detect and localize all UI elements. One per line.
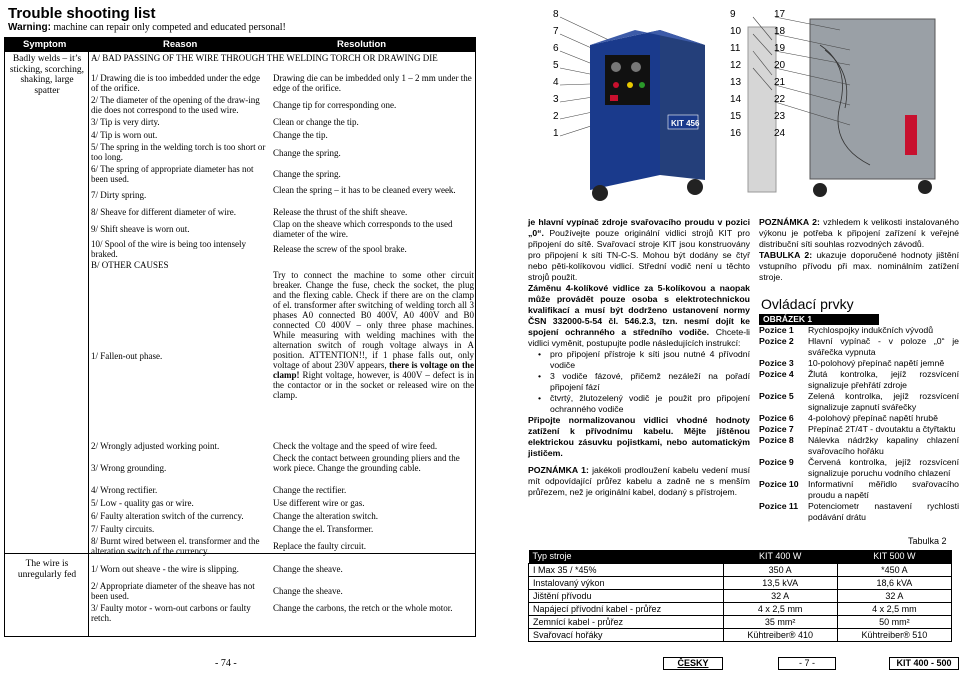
text-column-1 — [528, 217, 750, 498]
position-text: Hlavní vypínač - v poloze „0“ je svářečka vypnuta — [808, 336, 959, 357]
reason-a5: 5/ The spring in the welding torch is too short or too long. — [91, 142, 266, 162]
callout-20: 20 — [774, 60, 786, 71]
callout-21: 21 — [774, 77, 786, 88]
position-label: Pozice 2 — [759, 336, 794, 346]
resolution-b1-pre: Try to connect the machine to some other circuit breaker. Change the fuse, check the socket, the plug and the flexing cable. Check if there are on the clamp of el. transformer after switching of welding torch all 3 phases A0 connected B0 400V, A0 400V and B0 connected C0 400V – only three phase machines. While measuring with welding machines with the alternation switch of rough voltage always in A position. ATTENTION!!, if 1 phase falls out, only voltage of about 230V appears, — [273, 270, 474, 370]
red-light — [613, 82, 619, 88]
wheel-1 — [592, 185, 608, 201]
wheel-2 — [687, 179, 703, 195]
yellow-light — [627, 82, 633, 88]
callout-14: 14 — [730, 94, 742, 105]
footer-language: ČESKY — [663, 657, 723, 670]
table-cell: 4 x 2,5 mm — [723, 602, 837, 615]
list-item — [759, 457, 959, 479]
cause-header-b: B/ OTHER CAUSES — [91, 260, 169, 270]
list-item — [759, 479, 959, 501]
paragraph-note-2 — [759, 217, 959, 250]
rear-cabinet-1 — [748, 27, 776, 192]
callout-11: 11 — [730, 43, 741, 54]
table-cell: 35 mm² — [723, 615, 837, 628]
note-1-text: jakékoli prodloužení kabelu vedení musí mít odpovídající průřez kabelu a zadně ne s menším průřezem, než je originální kabel, dodaný s přístrojem. — [528, 465, 751, 497]
position-text: Červená kontrolka, jejíž rozsvícení signalizuje poruchu vodního chlazení — [808, 457, 959, 478]
table-row — [529, 563, 952, 576]
list-item — [759, 336, 959, 358]
spec-header-row — [529, 550, 952, 563]
paragraph-plug-change — [528, 283, 750, 349]
position-text: Přepínač 2T/4T - dvoutaktu a čtyřtaktu — [808, 424, 956, 434]
reason-a2: 2/ The diameter of the opening of the draw-ing die does not correspond to the used wire. — [91, 95, 260, 115]
position-label: Pozice 4 — [759, 369, 794, 379]
reason-c3: 3/ Faulty motor - worn-out carbons or faulty retch. — [91, 603, 251, 623]
footer-model: KIT 400 - 500 — [889, 657, 959, 670]
table-row — [529, 628, 952, 641]
reason-a1: 1/ Drawing die is too imbedded under the edge of the orifice. — [91, 73, 260, 93]
table-row — [529, 576, 952, 589]
resolution-b4: Change the rectifier. — [273, 485, 347, 495]
list-item: • pro připojení přístroje k síti jsou nutné 4 přívodní vodiče — [540, 349, 750, 371]
callout-13: 13 — [730, 77, 742, 88]
list-item — [759, 325, 959, 336]
right-page — [480, 0, 960, 675]
header-reason: Reason — [163, 39, 198, 50]
paragraph-connect: Připojte normalizovanou vidlici vhodné hodnoty zatížení k přívodnímu kabelu. Mějte jíštěnou elektrickou zásuvku pojistkami, nebo automatickým jističem. — [528, 415, 750, 458]
callout-23: 23 — [774, 111, 786, 122]
list-item: • čtvrtý, žlutozelený vodič je použit pro připojení ochranného vodiče — [540, 393, 750, 415]
header-symptom: Symptom — [23, 39, 67, 50]
green-light — [639, 82, 645, 88]
plug-change-text: Chcete-li vidlici vyměnit, postupujte podle následujících instrukcí: — [528, 327, 750, 348]
reason-b8: 8/ Burnt wired between el. transformer and the alteration switch of the currency. — [91, 536, 260, 556]
callout-22: 22 — [774, 94, 786, 105]
bullet-list — [540, 349, 750, 415]
table-2-text: ukazuje doporučené hodnoty jištění vstupního přívodu při max. nominálním zatížení stroje. — [759, 250, 959, 282]
callout-24: 24 — [774, 128, 786, 139]
header-resolution: Resolution — [337, 39, 387, 50]
resolution-a9: Clap on the sheave which corresponds to the used diameter of the wire. — [273, 219, 453, 239]
table-cell: 32 A — [723, 589, 837, 602]
position-text: Žlutá kontrolka, jejíž rozsvícení signalizuje přehřátí zdroje — [808, 369, 959, 390]
table-cell: 32 A — [837, 589, 951, 602]
column-divider — [88, 52, 89, 636]
table-cell: I Max 35 / *45% — [529, 563, 724, 576]
footer-page-number: - 7 - — [778, 657, 836, 670]
warning-label: Warning: — [8, 22, 51, 33]
position-text: Rychlospojky indukčních vývodů — [808, 325, 934, 335]
reason-c1: 1/ Worn out sheave - the wire is slipping. — [91, 564, 239, 574]
knob-2 — [631, 62, 641, 72]
callout-8: 8 — [553, 9, 559, 20]
list-item — [759, 369, 959, 391]
connector — [610, 95, 618, 101]
gas-bottle — [905, 115, 917, 155]
position-label: Pozice 6 — [759, 413, 794, 423]
callout-16: 16 — [730, 128, 742, 139]
table-cell: 13,5 kVA — [723, 576, 837, 589]
resolution-a1: Drawing die can be imbedded only 1 – 2 mm under the edge of the orifice. — [273, 73, 472, 93]
list-item: • 3 vodiče fázové, přičemž nezáleží na pořadí připojení fází — [540, 371, 750, 393]
position-label: Pozice 5 — [759, 391, 794, 401]
table-row — [529, 602, 952, 615]
spec-header: Typ stroje — [529, 550, 724, 563]
table-cell: Jištění přívodu — [529, 589, 724, 602]
table-cell: 4 x 2,5 mm — [837, 602, 951, 615]
resolution-b6: Change the alteration switch. — [273, 511, 378, 521]
main-switch-text: Používejte pouze originální vidlici strojů KIT pro připojení do sítě. Svařovací stroje KIT jsou konstruovány pro připojení k síti TN-C-S. Mohou být dodány se čtyř nebo pěti-kolíkovou vidlicí. Střední vodič není u těchto strojů použit. — [528, 228, 750, 282]
resolution-a10: Release the screw of the spool brake. — [273, 244, 407, 254]
position-text: Nálevka nádržky kapaliny chlazení svařovacího hořáku — [808, 435, 959, 456]
symptom-irregular-feed: The wire is unregularly fed — [17, 559, 77, 580]
warning-text: machine can repair only competed and educated personal! — [50, 22, 286, 33]
resolution-a7: Clean the spring – it has to be cleaned every week. — [273, 185, 456, 195]
reason-b1: 1/ Fallen-out phase. — [91, 351, 163, 361]
wheel-4 — [918, 180, 932, 194]
resolution-b5: Use different wire or gas. — [273, 498, 365, 508]
table-cell: Svařovací hořáky — [529, 628, 724, 641]
list-item — [759, 358, 959, 369]
callout-1: 1 — [553, 128, 559, 139]
resolution-b8: Replace the faulty circuit. — [273, 541, 366, 551]
callout-18: 18 — [774, 26, 786, 37]
resolution-c3: Change the carbons, the retch or the whole motor. — [273, 603, 453, 613]
resolution-a4: Change the tip. — [273, 130, 328, 140]
spec-table — [528, 550, 952, 642]
position-label: Pozice 1 — [759, 325, 794, 335]
machine-side — [660, 30, 705, 180]
position-label: Pozice 8 — [759, 435, 794, 445]
table-cell: Kühtreiber® 510 — [837, 628, 951, 641]
callout-17: 17 — [774, 9, 786, 20]
footer — [663, 657, 959, 670]
table-cell: Instalovaný výkon — [529, 576, 724, 589]
position-text: Informativní měřidlo svařovacího proudu a napětí — [808, 479, 959, 500]
image-bar: OBRÁZEK 1 — [759, 314, 879, 325]
doc-warning — [8, 22, 286, 33]
position-text: Zelená kontrolka, jejíž rozsvícení signalizuje zapnutí svářečky — [808, 391, 959, 412]
reason-a9: 9/ Shift sheave is worn out. — [91, 224, 190, 234]
table-cell: Napájecí přívodní kabel - průřez — [529, 602, 724, 615]
table-2-label: TABULKA 2: — [759, 250, 813, 260]
cause-header-a: A/ BAD PASSING OF THE WIRE THROUGH THE WELDING TORCH OR DRAWING DIE — [91, 53, 438, 63]
resolution-a8: Release the thrust of the shift sheave. — [273, 207, 408, 217]
note-2-label: POZNÁMKA 2: — [759, 217, 820, 227]
reason-b2: 2/ Wrongly adjusted working point. — [91, 441, 220, 451]
troubleshooting-table — [4, 37, 476, 637]
resolution-a2: Change tip for corresponding one. — [273, 100, 397, 110]
page-number-left: - 74 - — [215, 658, 237, 669]
reason-b5: 5/ Low - quality gas or wire. — [91, 498, 194, 508]
list-item — [759, 501, 959, 523]
callout-19: 19 — [774, 43, 786, 54]
resolution-c2: Change the sheave. — [273, 586, 343, 596]
callout-4: 4 — [553, 77, 559, 88]
list-item — [759, 413, 959, 424]
resolution-a5: Change the spring. — [273, 148, 341, 158]
paragraph-note-1 — [528, 465, 750, 498]
table-row — [529, 589, 952, 602]
table-header — [5, 38, 475, 52]
list-item — [759, 435, 959, 457]
resolution-b2: Check the voltage and the speed of wire feed. — [273, 441, 438, 451]
reason-a8: 8/ Sheave for different diameter of wire. — [91, 207, 237, 217]
callout-6: 6 — [553, 43, 559, 54]
doc-title: Trouble shooting list — [8, 5, 156, 22]
position-text: Potenciometr nastavení rychlosti podávání drátu — [808, 501, 959, 522]
reason-b4: 4/ Wrong rectifier. — [91, 485, 158, 495]
reason-c2: 2/ Appropriate diameter of the sheave has not been used. — [91, 581, 255, 601]
reason-b3: 3/ Wrong grounding. — [91, 463, 167, 473]
machine-front — [590, 30, 660, 190]
spec-header: KIT 400 W — [723, 550, 837, 563]
resolution-b1-post: Right voltage, however, is 400V – defect is in the contactor or in the socket or released wire on the clamp. — [273, 370, 474, 400]
table-label: Tabulka 2 — [908, 536, 947, 546]
table-cell: 350 A — [723, 563, 837, 576]
list-item — [759, 391, 959, 413]
machine-label: KIT 456 — [671, 119, 700, 128]
table-cell: Kühtreiber® 410 — [723, 628, 837, 641]
position-label: Pozice 7 — [759, 424, 794, 434]
resolution-b3: Check the contact between grounding pliers and the work piece. Change the grounding cable. — [273, 453, 460, 473]
main-switch-bold: je hlavní vypínač zdroje svařovacího proudu v pozici „0“. — [528, 217, 750, 238]
reason-a7: 7/ Dirty spring. — [91, 190, 147, 200]
callout-7: 7 — [553, 26, 559, 37]
paragraph-table-2 — [759, 250, 959, 283]
resolution-b7: Change the el. Transformer. — [273, 524, 374, 534]
symptom-bad-welds: Badly welds – it’s sticking, scorching, shaking, large spatter — [9, 54, 85, 96]
reason-a6: 6/ The spring of appropriate diameter has not been used. — [91, 164, 254, 184]
wheel-3 — [813, 183, 827, 197]
knob-1 — [611, 62, 621, 72]
position-label: Pozice 11 — [759, 501, 799, 511]
text-column-2 — [759, 217, 959, 283]
resolution-a3: Clean or change the tip. — [273, 117, 359, 127]
resolution-b1 — [273, 270, 474, 400]
resolution-b1-bold: there is voltage on the clamp! — [273, 360, 474, 380]
callout-9: 9 — [730, 9, 736, 20]
paragraph-main-switch — [528, 217, 750, 283]
callout-2: 2 — [553, 111, 559, 122]
reason-b6: 6/ Faulty alteration switch of the currency. — [91, 511, 244, 521]
table-cell: 18,6 kVA — [837, 576, 951, 589]
callout-12: 12 — [730, 60, 742, 71]
callout-15: 15 — [730, 111, 742, 122]
resolution-a6: Change the spring. — [273, 169, 341, 179]
table-cell: Zemnící kabel - průřez — [529, 615, 724, 628]
position-label: Pozice 10 — [759, 479, 799, 489]
reason-a3: 3/ Tip is very dirty. — [91, 117, 160, 127]
spec-header: KIT 500 W — [837, 550, 951, 563]
callout-3: 3 — [553, 94, 559, 105]
table-cell: 50 mm² — [837, 615, 951, 628]
position-label: Pozice 9 — [759, 457, 794, 467]
reason-a10: 10/ Spool of the wire is being too intensely braked. — [91, 239, 246, 259]
position-text: 4-polohový přepínač napětí hrubě — [808, 413, 938, 423]
section-title: Ovládací prvky — [761, 296, 854, 312]
table-row — [529, 615, 952, 628]
callout-5: 5 — [553, 60, 559, 71]
callout-10: 10 — [730, 26, 742, 37]
table-cell: *450 A — [837, 563, 951, 576]
reason-b7: 7/ Faulty circuits. — [91, 524, 155, 534]
plug-change-bold: Záměnu 4-kolíkové vidlice za 5-kolíkovou a naopak může provádět pouze osoba s elektrotechnickou kvalifikací a musí být dodrženo ustanovení normy ČSN 332000-5-54 čl. 546.2.3, tzn. nesmí dojít ke spojení ochranného a středního vodiče. — [528, 283, 750, 337]
list-item — [759, 424, 959, 435]
position-text: 10-polohový přepínač napětí jemně — [808, 358, 945, 368]
reason-a4: 4/ Tip is worn out. — [91, 130, 158, 140]
note-1-label: POZNÁMKA 1: — [528, 465, 589, 475]
note-2-text: vzhledem k velikosti instalovaného výkonu je potřeba k připojení zařízení k veřejné distribuční síti souhlas rozvodných závodů. — [759, 217, 959, 249]
position-label: Pozice 3 — [759, 358, 794, 368]
position-list — [759, 325, 959, 523]
resolution-c1: Change the sheave. — [273, 564, 343, 574]
